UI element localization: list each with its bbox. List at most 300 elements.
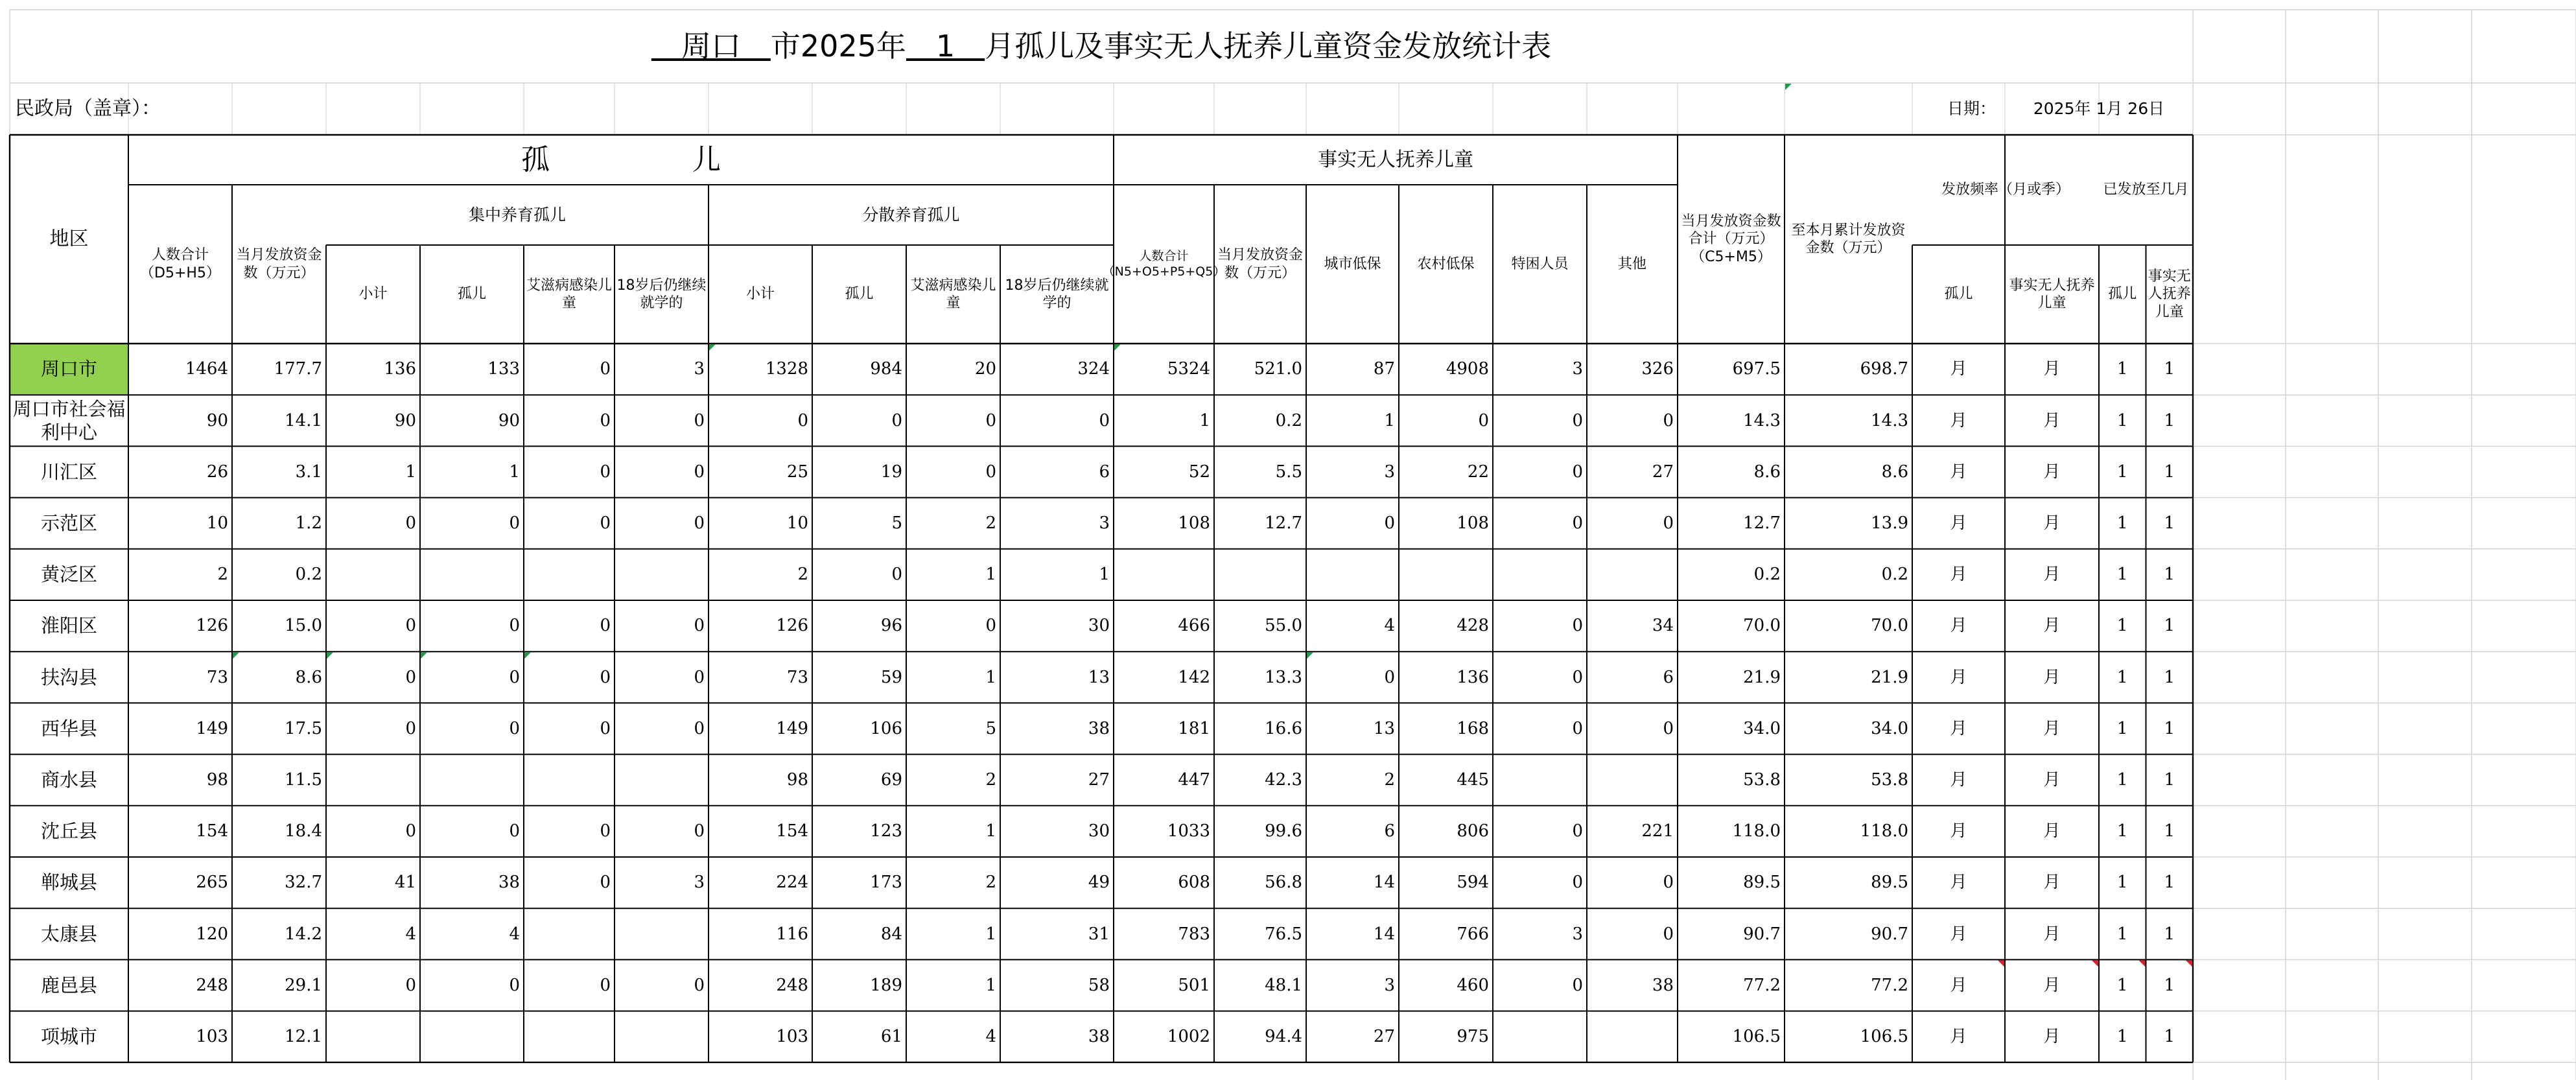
data-cell: 0 — [1572, 513, 1583, 533]
data-cell — [524, 549, 615, 600]
title-city: 周口 — [651, 28, 771, 64]
data-cell: 10 — [786, 513, 808, 533]
data-cell: 月 — [1950, 513, 1967, 533]
data-cell: 8.6 — [1753, 462, 1781, 482]
data-cell: 90.7 — [1871, 924, 1908, 944]
header-d-subtotal: 小计 — [745, 286, 775, 303]
data-cell: 1 — [509, 462, 520, 482]
header-d-over18: 18岁后仍继续就学的 — [1005, 277, 1109, 311]
data-cell: 月 — [2043, 410, 2061, 430]
data-cell: 53.8 — [1743, 769, 1781, 790]
data-cell: 14 — [1373, 924, 1395, 944]
cell-comment-marker — [1785, 84, 1792, 90]
title-mid: 市2025年 — [770, 28, 906, 64]
data-cell: 84 — [880, 924, 902, 944]
data-cell: 2 — [985, 873, 996, 893]
data-cell: 32.7 — [285, 873, 322, 893]
region-cell: 太康县 — [40, 922, 97, 945]
header-cumulative: 至本月累计发放资金数（万元） — [1791, 222, 1906, 256]
data-cell: 42.3 — [1265, 769, 1302, 790]
data-cell: 103 — [776, 1026, 808, 1046]
data-cell: 月 — [1950, 565, 1967, 585]
data-cell: 0 — [694, 616, 705, 636]
data-cell: 31 — [1088, 924, 1110, 944]
data-cell: 38 — [1088, 718, 1110, 738]
data-cell: 11.5 — [285, 769, 322, 790]
data-cell: 466 — [1178, 616, 1210, 636]
data-cell: 29.1 — [285, 975, 322, 995]
data-cell: 77.2 — [1743, 975, 1781, 995]
data-cell: 5324 — [1167, 359, 1210, 379]
data-cell: 106 — [870, 718, 902, 738]
data-cell: 月 — [1950, 718, 1967, 738]
data-cell: 27 — [1088, 769, 1110, 790]
data-cell — [615, 1011, 708, 1062]
data-cell: 月 — [2043, 718, 2061, 738]
data-cell: 0 — [1572, 821, 1583, 841]
data-cell: 1 — [2116, 1026, 2128, 1046]
data-cell: 594 — [1457, 873, 1489, 893]
data-cell: 1 — [2116, 359, 2128, 379]
data-cell: 2 — [797, 565, 808, 585]
data-cell — [1114, 549, 1214, 600]
data-cell: 4908 — [1446, 359, 1489, 379]
data-cell: 13.3 — [1265, 667, 1302, 687]
data-cell: 1 — [2164, 667, 2175, 687]
data-cell: 70.0 — [1871, 616, 1908, 636]
data-cell: 1 — [2116, 769, 2128, 790]
data-cell: 326 — [1641, 359, 1674, 379]
data-cell: 136 — [1457, 667, 1489, 687]
data-cell: 0 — [405, 513, 416, 533]
data-cell — [615, 755, 708, 806]
data-cell: 0 — [600, 821, 611, 841]
data-cell: 90 — [498, 410, 520, 430]
data-cell: 16.6 — [1265, 718, 1302, 738]
data-cell: 1 — [2116, 975, 2128, 995]
data-cell: 1 — [985, 667, 996, 687]
data-cell: 0 — [694, 821, 705, 841]
data-cell — [1587, 755, 1678, 806]
data-cell: 13 — [1088, 667, 1110, 687]
data-cell: 123 — [870, 821, 902, 841]
data-cell: 4 — [1384, 616, 1395, 636]
data-cell: 1 — [2116, 565, 2128, 585]
data-cell: 1 — [2116, 667, 2128, 687]
header-orphan-group: 孤 儿 — [521, 143, 721, 176]
data-cell — [1587, 1011, 1678, 1062]
data-cell — [420, 549, 524, 600]
header-issued-to: 已发放至几月 — [2103, 182, 2189, 198]
data-cell: 501 — [1178, 975, 1210, 995]
data-cell: 4 — [509, 924, 520, 944]
data-cell: 1 — [2164, 718, 2175, 738]
data-cell: 0 — [985, 462, 996, 482]
data-cell: 0 — [405, 667, 416, 687]
data-cell: 3 — [694, 359, 705, 379]
data-cell — [1214, 549, 1306, 600]
data-cell: 12.7 — [1265, 513, 1302, 533]
data-cell: 428 — [1457, 616, 1489, 636]
data-cell: 221 — [1641, 821, 1674, 841]
data-cell: 0 — [694, 513, 705, 533]
region-cell: 川汇区 — [40, 460, 97, 483]
data-cell: 0 — [1384, 667, 1395, 687]
data-cell: 月 — [1950, 924, 1967, 944]
region-cell: 扶沟县 — [40, 666, 97, 688]
title-tail: 月孤儿及事实无人抚养儿童资金发放统计表 — [985, 28, 1552, 64]
header-d-orphan: 孤儿 — [845, 286, 874, 303]
data-cell: 698.7 — [1860, 359, 1908, 379]
data-cell: 0 — [405, 975, 416, 995]
data-cell: 0 — [509, 821, 520, 841]
data-cell: 月 — [1950, 359, 1967, 379]
data-cell: 19 — [880, 462, 902, 482]
header-defacto-group: 事实无人抚养儿童 — [1318, 148, 1473, 171]
data-cell: 59 — [880, 667, 902, 687]
header-urban: 城市低保 — [1324, 255, 1381, 272]
data-cell: 55.0 — [1265, 616, 1302, 636]
data-cell: 0 — [1384, 513, 1395, 533]
data-cell: 0 — [600, 513, 611, 533]
data-cell: 0 — [600, 975, 611, 995]
header-issued-orphan: 孤儿 — [2108, 286, 2137, 303]
data-cell: 0 — [1572, 616, 1583, 636]
data-cell: 38 — [1652, 975, 1674, 995]
region-cell: 周口市 — [40, 358, 97, 381]
header-centralized: 集中养育孤儿 — [468, 205, 566, 224]
data-cell: 1 — [2164, 616, 2175, 636]
data-cell — [524, 1011, 615, 1062]
data-cell — [1306, 549, 1399, 600]
data-cell: 1 — [1099, 565, 1110, 585]
data-cell: 0 — [405, 718, 416, 738]
header-month-total: 当月发放资金数合计（万元）（C5+M5） — [1681, 213, 1781, 265]
data-cell: 0 — [1572, 410, 1583, 430]
data-cell: 118.0 — [1860, 821, 1908, 841]
data-cell: 106.5 — [1732, 1026, 1781, 1046]
data-cell: 20 — [974, 359, 996, 379]
data-cell: 0 — [600, 873, 611, 893]
data-cell: 月 — [1950, 821, 1967, 841]
data-cell: 0 — [1663, 873, 1674, 893]
data-cell: 0 — [1663, 410, 1674, 430]
data-cell: 1 — [2164, 513, 2175, 533]
title-month: 1 — [906, 28, 985, 64]
data-cell: 1 — [2164, 975, 2175, 995]
data-cell: 3 — [1384, 462, 1395, 482]
data-cell: 38 — [498, 873, 520, 893]
data-cell: 27 — [1373, 1026, 1395, 1046]
data-cell: 34.0 — [1871, 718, 1908, 738]
data-cell: 月 — [2043, 873, 2061, 893]
data-cell: 0 — [1572, 718, 1583, 738]
data-cell: 0 — [1478, 410, 1489, 430]
data-cell: 21.9 — [1871, 667, 1908, 687]
data-cell: 1 — [2116, 513, 2128, 533]
page-title — [10, 10, 2193, 83]
data-cell: 984 — [870, 359, 902, 379]
data-cell: 1328 — [765, 359, 808, 379]
data-cell: 460 — [1457, 975, 1489, 995]
data-cell: 783 — [1178, 924, 1210, 944]
data-cell: 94.4 — [1265, 1026, 1302, 1046]
data-cell: 月 — [2043, 359, 2061, 379]
data-cell: 2 — [985, 769, 996, 790]
data-cell: 521.0 — [1254, 359, 1302, 379]
data-cell: 0 — [600, 359, 611, 379]
data-cell: 0 — [600, 462, 611, 482]
data-cell: 25 — [786, 462, 808, 482]
region-cell: 示范区 — [40, 512, 97, 535]
data-cell: 77.2 — [1871, 975, 1908, 995]
data-cell: 0 — [1663, 718, 1674, 738]
data-cell: 248 — [776, 975, 808, 995]
data-cell: 月 — [1950, 667, 1967, 687]
data-cell: 4 — [405, 924, 416, 944]
data-cell: 1464 — [185, 359, 228, 379]
data-cell: 173 — [870, 873, 902, 893]
data-cell: 2 — [985, 513, 996, 533]
data-cell: 5 — [985, 718, 996, 738]
data-cell: 0 — [509, 718, 520, 738]
data-cell: 0 — [694, 462, 705, 482]
data-cell: 30 — [1088, 821, 1110, 841]
data-cell: 1 — [1199, 410, 1210, 430]
data-cell: 14 — [1373, 873, 1395, 893]
data-cell: 5.5 — [1275, 462, 1302, 482]
data-cell: 58 — [1088, 975, 1110, 995]
data-cell: 181 — [1178, 718, 1210, 738]
data-cell: 73 — [786, 667, 808, 687]
data-cell: 168 — [1457, 718, 1489, 738]
data-cell: 6 — [1384, 821, 1395, 841]
data-cell: 1 — [2164, 1026, 2175, 1046]
data-cell: 149 — [196, 718, 228, 738]
data-cell: 0 — [509, 667, 520, 687]
data-cell: 5 — [891, 513, 902, 533]
data-cell: 14.1 — [285, 410, 322, 430]
data-cell: 14.3 — [1743, 410, 1781, 430]
data-cell: 142 — [1178, 667, 1210, 687]
data-cell: 189 — [870, 975, 902, 995]
data-cell: 1 — [2116, 873, 2128, 893]
spreadsheet — [10, 10, 2576, 1080]
data-cell: 108 — [1178, 513, 1210, 533]
data-cell: 30 — [1088, 616, 1110, 636]
data-cell: 0 — [1572, 873, 1583, 893]
data-cell: 0 — [600, 667, 611, 687]
data-cell: 3 — [1572, 924, 1583, 944]
data-cell: 96 — [880, 616, 902, 636]
data-cell: 177.7 — [274, 359, 322, 379]
data-cell: 136 — [384, 359, 416, 379]
header-frequency: 发放频率（月或季） — [1941, 182, 2070, 198]
data-cell: 49 — [1088, 873, 1110, 893]
data-cell — [326, 549, 420, 600]
header-freq-orphan: 孤儿 — [1944, 286, 1973, 303]
data-cell: 8.6 — [295, 667, 322, 687]
data-cell: 18.4 — [285, 821, 322, 841]
data-cell: 1 — [2164, 873, 2175, 893]
data-cell: 1 — [2116, 410, 2128, 430]
data-cell: 116 — [776, 924, 808, 944]
data-cell: 1 — [1384, 410, 1395, 430]
data-cell: 1 — [2164, 924, 2175, 944]
data-cell: 90.7 — [1743, 924, 1781, 944]
data-cell: 126 — [196, 616, 228, 636]
data-cell: 2 — [1384, 769, 1395, 790]
data-cell: 445 — [1457, 769, 1489, 790]
data-cell: 34.0 — [1743, 718, 1781, 738]
data-cell: 103 — [196, 1026, 228, 1046]
data-cell: 1 — [985, 924, 996, 944]
data-cell: 1 — [2164, 359, 2175, 379]
data-cell: 0.2 — [1881, 565, 1908, 585]
data-cell: 73 — [206, 667, 228, 687]
data-cell: 1 — [985, 975, 996, 995]
header-region: 地区 — [49, 228, 89, 251]
data-cell: 21.9 — [1743, 667, 1781, 687]
data-cell: 月 — [1950, 616, 1967, 636]
data-cell: 3 — [1384, 975, 1395, 995]
region-cell: 沈丘县 — [40, 820, 97, 843]
data-cell: 48.1 — [1265, 975, 1302, 995]
data-cell: 447 — [1178, 769, 1210, 790]
data-cell: 1 — [985, 821, 996, 841]
data-cell: 1 — [2164, 821, 2175, 841]
data-cell: 90 — [206, 410, 228, 430]
data-cell: 0 — [985, 410, 996, 430]
data-cell — [615, 908, 708, 959]
data-cell — [420, 755, 524, 806]
data-cell: 12.7 — [1743, 513, 1781, 533]
data-cell: 70.0 — [1743, 616, 1781, 636]
data-cell: 0 — [694, 975, 705, 995]
data-cell: 0 — [405, 616, 416, 636]
data-cell: 0 — [1572, 975, 1583, 995]
header-c-over18: 18岁后仍继续就学的 — [616, 277, 707, 311]
data-cell: 月 — [1950, 462, 1967, 482]
data-cell: 0 — [405, 821, 416, 841]
data-cell: 108 — [1457, 513, 1489, 533]
region-cell: 鹿邑县 — [40, 974, 97, 996]
data-cell: 27 — [1652, 462, 1674, 482]
data-cell: 1 — [2116, 821, 2128, 841]
data-cell: 3.1 — [295, 462, 322, 482]
data-cell: 76.5 — [1265, 924, 1302, 944]
header-orphan-count: 人数合计（D5+H5） — [140, 247, 220, 281]
header-issued-defacto: 事实无人抚养儿童 — [2148, 268, 2191, 320]
data-cell: 3 — [1099, 513, 1110, 533]
data-cell — [1399, 549, 1493, 600]
data-cell: 1 — [2116, 616, 2128, 636]
data-cell: 0 — [600, 410, 611, 430]
data-cell: 1 — [2164, 410, 2175, 430]
data-cell: 3 — [694, 873, 705, 893]
data-cell: 月 — [2043, 924, 2061, 944]
date-value: 2025年 1月 26日 — [2033, 99, 2165, 119]
data-cell: 0 — [694, 667, 705, 687]
data-cell: 0 — [1663, 513, 1674, 533]
region-cell: 淮阳区 — [40, 615, 97, 637]
data-cell: 月 — [2043, 769, 2061, 790]
data-cell: 53.8 — [1871, 769, 1908, 790]
data-cell: 14.2 — [285, 924, 322, 944]
data-cell: 90 — [394, 410, 416, 430]
data-cell — [1493, 549, 1587, 600]
data-cell: 56.8 — [1265, 873, 1302, 893]
data-cell: 52 — [1188, 462, 1210, 482]
data-cell: 4 — [985, 1026, 996, 1046]
data-cell: 10 — [206, 513, 228, 533]
data-cell: 0 — [1663, 924, 1674, 944]
data-cell: 月 — [2043, 462, 2061, 482]
data-cell: 6 — [1099, 462, 1110, 482]
data-cell: 975 — [1457, 1026, 1489, 1046]
data-cell: 38 — [1088, 1026, 1110, 1046]
header-freq-defacto: 事实无人抚养儿童 — [2009, 277, 2095, 311]
data-cell: 月 — [2043, 616, 2061, 636]
data-cell — [420, 1011, 524, 1062]
data-cell: 月 — [2043, 975, 2061, 995]
data-cell: 0 — [891, 565, 902, 585]
data-cell: 月 — [2043, 821, 2061, 841]
data-cell: 41 — [394, 873, 416, 893]
data-cell: 224 — [776, 873, 808, 893]
data-cell: 149 — [776, 718, 808, 738]
data-cell: 0 — [694, 718, 705, 738]
data-cell: 608 — [1178, 873, 1210, 893]
region-cell: 黄泛区 — [40, 563, 97, 586]
data-cell: 126 — [776, 616, 808, 636]
data-cell: 0 — [509, 616, 520, 636]
data-cell: 806 — [1457, 821, 1489, 841]
data-cell: 106.5 — [1860, 1026, 1908, 1046]
data-cell: 22 — [1467, 462, 1489, 482]
region-cell: 郸城县 — [40, 871, 97, 894]
data-cell: 120 — [196, 924, 228, 944]
data-cell: 1 — [2164, 462, 2175, 482]
header-special: 特困人员 — [1511, 255, 1569, 272]
data-cell: 1 — [985, 565, 996, 585]
data-cell: 61 — [880, 1026, 902, 1046]
data-cell: 0.2 — [1275, 410, 1302, 430]
data-cell: 89.5 — [1743, 873, 1781, 893]
data-cell: 697.5 — [1732, 359, 1781, 379]
data-cell: 248 — [196, 975, 228, 995]
data-cell: 0 — [509, 975, 520, 995]
data-cell: 0 — [694, 410, 705, 430]
data-cell: 月 — [1950, 769, 1967, 790]
data-cell — [1587, 549, 1678, 600]
header-d-aids: 艾滋病感染儿童 — [910, 277, 996, 311]
data-cell — [326, 755, 420, 806]
data-cell — [1493, 1011, 1587, 1062]
data-cell: 87 — [1373, 359, 1395, 379]
data-cell: 月 — [2043, 513, 2061, 533]
data-cell: 12.1 — [285, 1026, 322, 1046]
data-cell: 0.2 — [1753, 565, 1781, 585]
data-cell: 15.0 — [285, 616, 322, 636]
data-cell: 0 — [600, 616, 611, 636]
date-label: 日期： — [1947, 99, 1996, 119]
data-cell: 月 — [2043, 1026, 2061, 1046]
data-cell: 99.6 — [1265, 821, 1302, 841]
data-cell: 98 — [206, 769, 228, 790]
data-cell: 1 — [405, 462, 416, 482]
data-cell — [615, 549, 708, 600]
